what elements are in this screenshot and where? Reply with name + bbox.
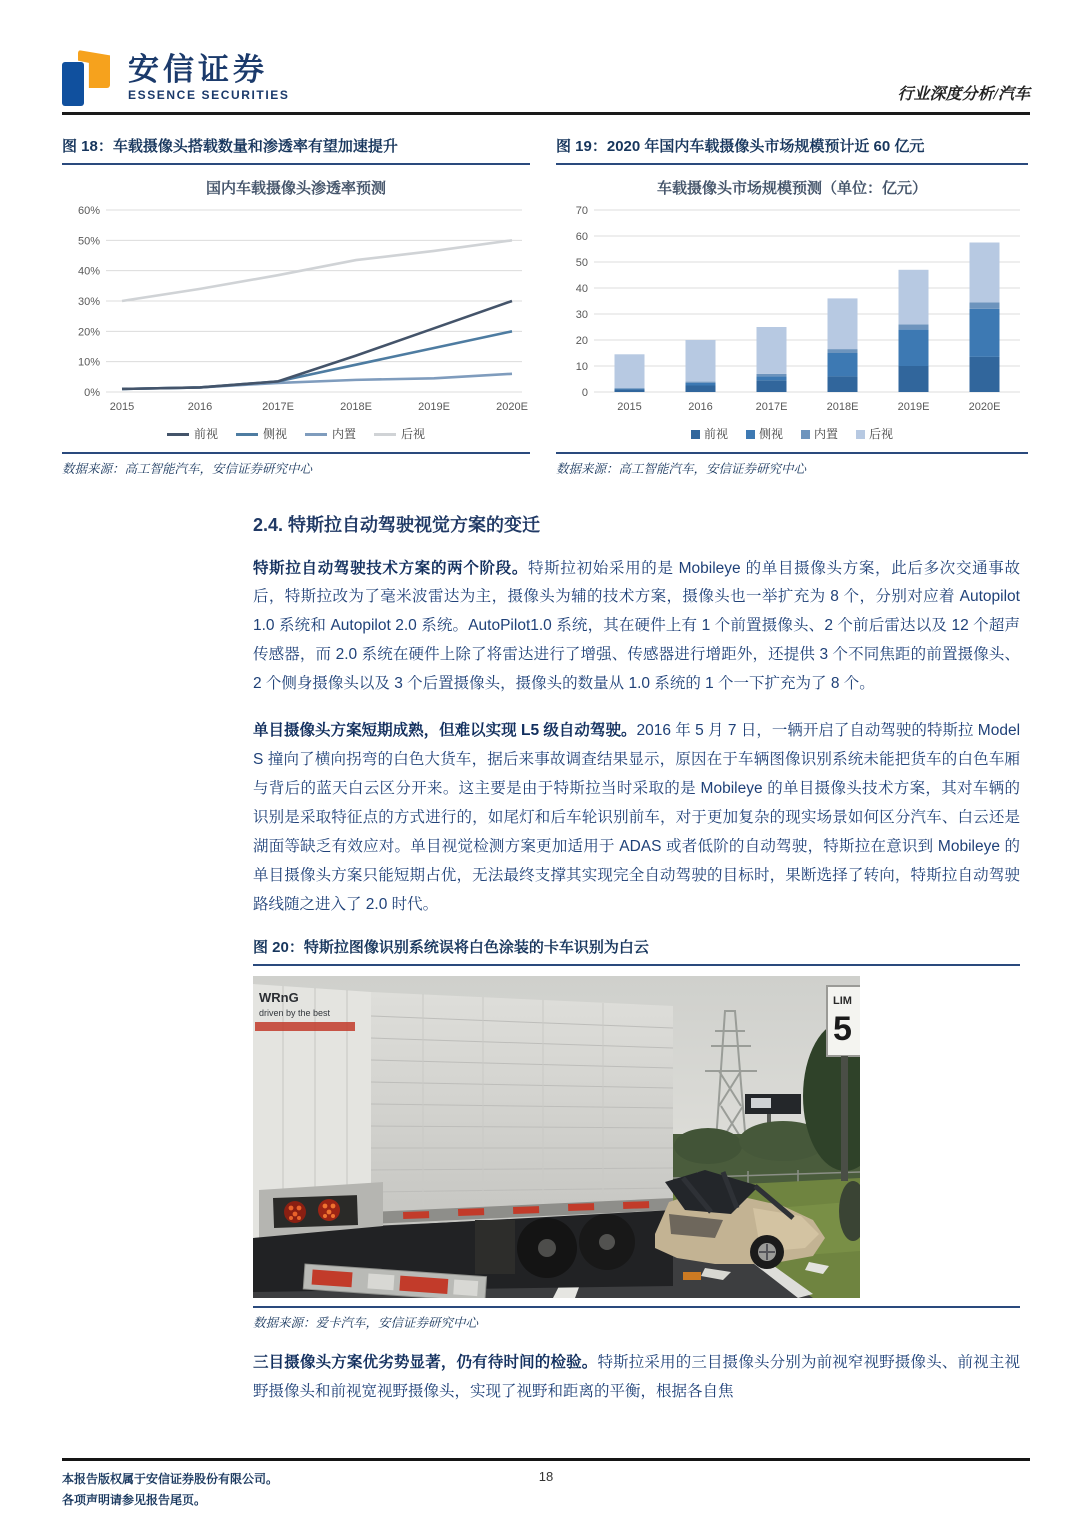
crash-photo-illustration: [253, 976, 860, 1298]
bar-内置: [757, 373, 787, 376]
paragraph-2-lead: 单目摄像头方案短期成熟，但难以实现 L5 级自动驾驶。: [253, 722, 637, 740]
bar-后视: [686, 340, 716, 382]
svg-text:0%: 0%: [84, 386, 100, 399]
bar-侧视: [828, 353, 858, 376]
svg-text:2016: 2016: [187, 400, 213, 413]
bar-侧视: [615, 388, 645, 389]
svg-text:20%: 20%: [77, 325, 100, 338]
essence-securities-logo-icon: [62, 50, 116, 106]
bar-前视: [757, 380, 787, 392]
chart-canvas: [62, 200, 530, 418]
svg-text:60%: 60%: [77, 204, 100, 217]
paragraph-1: [253, 555, 1020, 700]
footer-line-2: 各项声明请参见报告尾页。: [62, 1493, 207, 1508]
logo-blue-shape: [62, 62, 84, 106]
truck-logo-text: WRnG: [259, 989, 299, 1005]
legend-swatch: [374, 433, 396, 436]
svg-text:10: 10: [575, 360, 588, 373]
legend-swatch: [691, 430, 700, 439]
figure-19-caption: 图 19：2020 年国内车载摄像头市场规模预计近 60 亿元: [556, 137, 1028, 165]
legend-item-后视: 后视: [374, 425, 425, 442]
brand-text: [128, 51, 290, 103]
legend-item-前视: 前视: [691, 425, 728, 442]
bar-后视: [615, 354, 645, 388]
figure-20-caption: 图 20：特斯拉图像识别系统误将白色涂装的卡车识别为白云: [253, 938, 1020, 966]
bar-前视: [899, 366, 929, 392]
legend-swatch: [167, 433, 189, 436]
svg-text:2019E: 2019E: [897, 400, 930, 413]
bar-chart-legend: [556, 425, 1028, 442]
figure-18-caption: 图 18：车载摄像头搭载数量和渗透率有望加速提升: [62, 137, 530, 165]
figures-row: [62, 137, 1030, 477]
crash-photo: [253, 976, 860, 1298]
bar-前视: [615, 389, 645, 392]
figure-20: [253, 938, 1020, 1331]
svg-text:50: 50: [575, 256, 588, 269]
svg-text:2020E: 2020E: [968, 400, 1001, 413]
svg-text:60: 60: [575, 230, 588, 243]
brand-name-en: ESSENCE SECURITIES: [128, 88, 290, 103]
line-chart-legend: [62, 425, 530, 442]
body-content: [253, 503, 1020, 1425]
svg-text:20: 20: [575, 334, 588, 347]
bar-侧视: [686, 382, 716, 385]
bar-侧视: [970, 308, 1000, 356]
bar-前视: [686, 385, 716, 392]
bar-内置: [686, 381, 716, 382]
sign-digit: 5: [833, 1009, 852, 1048]
svg-text:2017E: 2017E: [262, 400, 294, 413]
figure-18-source: 数据来源：高工智能汽车，安信证券研究中心: [62, 452, 530, 477]
penetration-line-chart: [62, 200, 530, 423]
svg-text:2018E: 2018E: [340, 400, 372, 413]
brand-name-cn: 安信证券: [128, 51, 268, 87]
sign-text: LIM: [833, 994, 852, 1007]
paragraph-3-text: 特斯拉采用的三目摄像头分别为前视窄视野摄像头、前视主视野摄像头和前视宽视野摄像头，实现了视野和距离的平衡，根据各自焦: [253, 1353, 1020, 1400]
page-footer: [62, 1458, 1030, 1526]
legend-item-内置: 内置: [305, 425, 356, 442]
figure-19-source: 数据来源：高工智能汽车，安信证券研究中心: [556, 452, 1028, 477]
bar-前视: [970, 356, 1000, 391]
section-heading: 2.4. 特斯拉自动驾驶视觉方案的变迁: [253, 514, 541, 535]
svg-text:2020E: 2020E: [496, 400, 528, 413]
paragraph-2: [253, 717, 1020, 920]
chart-canvas: [556, 200, 1028, 418]
svg-text:2015: 2015: [617, 400, 642, 413]
legend-item-前视: 前视: [167, 425, 218, 442]
brand-logo: [62, 50, 290, 106]
svg-text:40%: 40%: [77, 265, 100, 278]
figure-19: [556, 137, 1028, 477]
legend-swatch: [856, 430, 865, 439]
svg-text:40: 40: [575, 282, 588, 295]
bar-内置: [970, 302, 1000, 309]
bar-侧视: [757, 376, 787, 380]
legend-swatch: [801, 430, 810, 439]
page-header: [62, 30, 1030, 106]
svg-text:10%: 10%: [77, 356, 100, 369]
svg-text:2019E: 2019E: [418, 400, 450, 413]
figure-20-source: 数据来源：爱卡汽车，安信证券研究中心: [253, 1306, 1020, 1331]
svg-text:2017E: 2017E: [755, 400, 788, 413]
bar-后视: [828, 298, 858, 349]
bar-内置: [615, 388, 645, 389]
legend-swatch: [236, 433, 258, 436]
report-category: 行业深度分析/汽车: [897, 86, 1030, 103]
svg-text:50%: 50%: [77, 234, 100, 247]
svg-text:2016: 2016: [688, 400, 713, 413]
legend-item-侧视: 侧视: [746, 425, 783, 442]
legend-item-侧视: 侧视: [236, 425, 287, 442]
figure-18-chart-title: 国内车载摄像头渗透率预测: [205, 179, 386, 197]
paragraph-1-text: 特斯拉初始采用的是 Mobileye 的单目摄像头方案，此后多次交通事故后，特斯拉改为了毫米波雷达为主，摄像头为辅的技术方案，摄像头也一举扩充为 8 个，分别对应着 Autopilot 1.0 系统和 Autopilot 2.0 系统。AutoPilot1.0 系统，其在硬件上有 1 个前置摄像头、2 个前后雷达以及 12 个超声传感器，而 2.0 系统在硬件上除了将雷达进行了增强、传感器进行增距外，还提供 3 个不同焦距的前置摄像头、2 个侧身摄像头以及 3 个后置摄像头，摄像头的数量从 1.0 系统的 1 个一下扩充为了 8 个。: [253, 559, 1020, 693]
paragraph-3-lead: 三目摄像头方案优劣势显著，仍有待时间的检验。: [253, 1353, 598, 1371]
footer-line-1: 本报告版权属于安信证券股份有限公司。: [62, 1471, 279, 1486]
bar-内置: [828, 349, 858, 353]
legend-item-后视: 后视: [856, 425, 893, 442]
svg-text:2018E: 2018E: [826, 400, 859, 413]
page-number: 18: [538, 1468, 554, 1484]
paragraph-1-lead: 特斯拉自动驾驶技术方案的两个阶段。: [253, 559, 529, 577]
figure-18: [62, 137, 530, 477]
svg-text:0: 0: [581, 386, 588, 399]
bar-前视: [828, 376, 858, 392]
legend-item-内置: 内置: [801, 425, 838, 442]
bar-侧视: [899, 329, 929, 365]
header-divider: [62, 112, 1030, 115]
bar-后视: [970, 242, 1000, 302]
svg-text:70: 70: [575, 204, 588, 217]
legend-swatch: [746, 430, 755, 439]
svg-text:2015: 2015: [109, 400, 135, 413]
bar-后视: [757, 327, 787, 374]
bar-后视: [899, 269, 929, 324]
bar-内置: [899, 324, 929, 329]
paragraph-3: [253, 1349, 1020, 1407]
svg-text:30%: 30%: [77, 295, 100, 308]
truck-slogan-text: driven by the best: [259, 1007, 331, 1018]
paragraph-2-text: 2016 年 5 月 7 日，一辆开启了自动驾驶的特斯拉 Model S 撞向了横向拐弯的白色大货车，据后来事故调查结果显示，原因在于车辆图像识别系统未能把货车的白色车厢与背后的蓝天白云区分开来。这主要是由于特斯拉当时采取的是 Mobileye 的单目摄像头技术方案，其对车辆的识别是采取特征点的方式进行的，如尾灯和后车轮识别前车，对于更加复杂的现实场景如何区分汽车、白云还是湖面等缺乏有效应对。单目视觉检测方案更加适用于 ADAS 或者低阶的自动驾驶，特斯拉在意识到 Mobileye 的单目摄像头方案只能短期占优，无法最终支撑其实现完全自动驾驶的目标时，果断选择了转向，特斯拉自动驾驶路线随之进入了 2.0 时代。: [253, 722, 1021, 914]
figure-19-chart-title: 车载摄像头市场规模预测（单位：亿元）: [656, 179, 927, 197]
market-size-bar-chart: [556, 200, 1028, 423]
truck-trailer: [253, 984, 673, 1298]
legend-swatch: [305, 433, 327, 436]
svg-text:30: 30: [575, 308, 588, 321]
